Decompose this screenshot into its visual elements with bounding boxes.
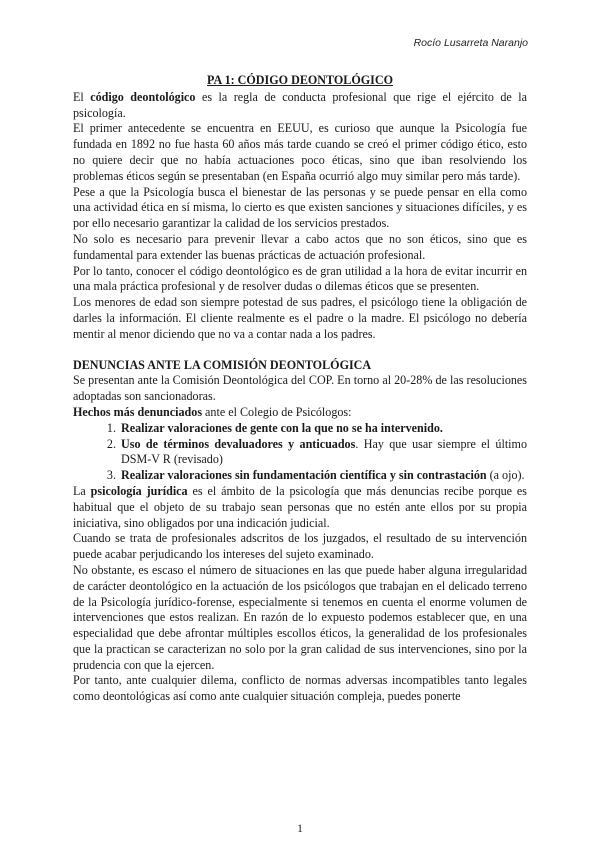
paragraph-denounced <box>73 405 527 421</box>
section-heading: DENUNCIAS ANTE LA COMISIÓN DEONTOLÓGICA <box>73 357 372 372</box>
paragraph: Pese a que la Psicología busca el bienestar de las personas y se puede pensar en ella como una actividad ética en sí misma, lo cierto es que existen sanciones y situaciones difíciles, y es por ello necesario garantizar la calidad de los servicios prestados. <box>73 184 527 231</box>
text: es el ámbito de la psicología que más denuncias recibe porque es habitual que el objeto de su trabajo sean personas que no estén ante ellos por su propia iniciativa, sino obligados por una indicación judicial. <box>73 483 528 530</box>
denounced-list <box>73 421 527 484</box>
document-body <box>73 73 527 705</box>
text: es la regla de conducta profesional que rige el ejército de la psicología. <box>73 89 527 120</box>
paragraph: No solo es necesario para prevenir llevar a cabo actos que no son éticos, sino que es fundamental para extender las buenas prácticas de actuación profesional. <box>73 231 527 262</box>
list-item-text: . Hay que usar siempre el último DSM-V R (revisado) <box>121 436 527 467</box>
paragraph: Cuando se trata de profesionales adscritos de los juzgados, el resultado de su intervención puede acabar perjudicando los intereses del sujeto examinado. <box>73 531 527 562</box>
list-item <box>119 437 527 469</box>
list-item-text: (a ojo). <box>486 468 525 483</box>
bold-term: código deontológico <box>90 89 196 104</box>
page-number: 1 <box>297 823 303 835</box>
list-item-bold: Realizar valoraciones sin fundamentación científica y sin contrastación <box>121 468 487 483</box>
paragraph: El primer antecedente se encuentra en EEUU, es curioso que aunque la Psicología fue fundada en 1892 no fue hasta 60 años más tarde cuando se creó el primer código ético, esto no quiere decir que no había actuaciones poco éticas, sino que iban resolviendo los problemas éticos según se presentaban (en España ocurrió algo muy similar pero más tarde). <box>73 121 527 183</box>
author-name: Rocío Lusarreta Naranjo <box>413 37 528 49</box>
paragraph: Se presentan ante la Comisión Deontológica del COP. En torno al 20-28% de las resoluciones adoptadas son sancionadoras. <box>73 373 527 404</box>
list-item-bold: Realizar valoraciones de gente con la que no se ha intervenido. <box>121 420 443 435</box>
bold-term: Hechos más denunciados <box>73 404 203 419</box>
list-item <box>119 421 527 437</box>
paragraph: Por lo tanto, conocer el código deontológico es de gran utilidad a la hora de evitar incurrir en una mala práctica profesional y de resolver dudas o dilemas éticos que se presenten. <box>73 263 527 294</box>
paragraph-juridica <box>73 484 527 531</box>
paragraph: Los menores de edad son siempre potestad de sus padres, el psicólogo tiene la obligación de darles la información. El cliente realmente es el padre o la madre. El psicólogo no debería mentir al menor diciendo que no va a contar nada a los padres. <box>73 295 527 341</box>
list-item <box>119 468 527 484</box>
paragraph-definition <box>73 90 527 122</box>
list-item-bold: Uso de términos devaluadores y anticuados <box>121 436 356 451</box>
text: La <box>73 483 91 498</box>
text: ante el Colegio de Psicólogos: <box>202 404 352 419</box>
text: El <box>73 89 91 104</box>
bold-term: psicología jurídica <box>90 483 188 498</box>
paragraph: Por tanto, ante cualquier dilema, conflicto de normas adversas incompatibles tanto legales como deontológicas así como ante cualquier situación compleja, puedes ponerte <box>73 673 527 704</box>
document-title: PA 1: CÓDIGO DEONTOLÓGICO <box>206 73 394 87</box>
paragraph: No obstante, es escaso el número de situaciones en las que puede haber alguna irregularidad de carácter deontológico en la actuación de los psicólogos que trabajan en el delicado terreno de la Psicología jurídico-forense, especialmente si tenemos en cuenta el enorme volumen de intervenciones que estos realizan. En razón de lo expuesto podemos establecer que, en una especialidad que debe afrontar múltiples escollos éticos, la generalidad de los profesionales que la practican se caracterizan no solo por la gran calidad de sus intervenciones, sino por la prudencia con que la ejercen. <box>73 562 527 672</box>
